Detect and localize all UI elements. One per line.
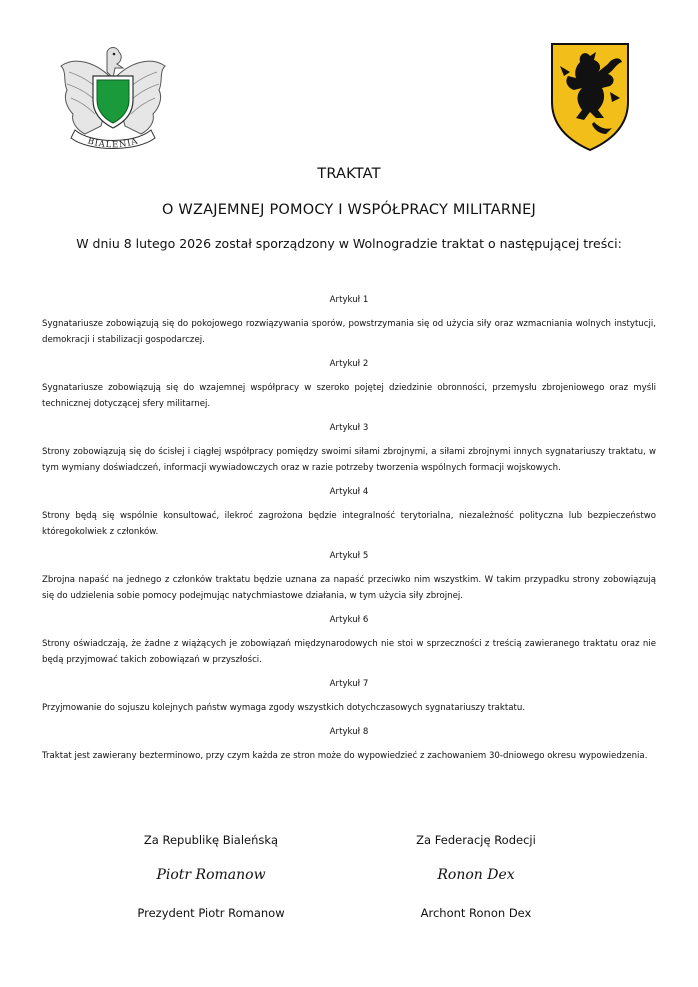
article-text: Strony będą się wspólnie konsultować, ilekroć zagrożona będzie integralność terytorialna, niezależność polityczna lub bezpieczeństwo któregokolwiek z członków. [42, 511, 656, 537]
document-subtitle: O WZAJEMNEJ POMOCY I WSPÓŁPRACY MILITARNEJ [162, 202, 536, 218]
article-heading: Artykuł 8 [329, 727, 369, 737]
article-heading: Artykuł 2 [329, 359, 369, 369]
article [42, 676, 656, 716]
article-text: Zbrojna napaść na jednego z członków traktatu będzie uznana za napaść przeciwko nim wszystkim. W takim przypadku strony zobowiązują się do udzielenia sobie pomocy podejmując natychmiastowe działania, w tym użycia siły zbrojnej. [42, 575, 656, 601]
article-heading: Artykuł 4 [329, 487, 369, 497]
article-heading: Artykuł 5 [329, 551, 369, 561]
article-heading: Artykuł 7 [329, 679, 369, 689]
handwritten-signature-right: Ronon Dex [437, 867, 515, 883]
signature-party-right: Za Federację Rodecji [416, 833, 536, 847]
article-heading: Artykuł 1 [329, 295, 369, 305]
article [42, 612, 656, 668]
article [42, 484, 656, 540]
eagle-shield-emblem-icon [57, 42, 169, 152]
article-text: Strony oświadczają, że żadne z wiążących je zobowiązań międzynarodowych nie stoi w sprzeczności z treścią zawieranego traktatu oraz nie będą przyjmować takich zobowiązań w przyszłości. [42, 639, 656, 665]
article [42, 420, 656, 476]
article-text: Przyjmowanie do sojuszu kolejnych państw wymaga zgody wszystkich dotychczasowych sygnatariuszy traktatu. [42, 703, 526, 713]
handwritten-signature-left: Piotr Romanow [156, 867, 266, 883]
svg-text:BIALENIA [86, 136, 140, 150]
article-text: Strony zobowiązują się do ścisłej i ciągłej współpracy pomiędzy swoimi siłami zbrojnymi, a siłami zbrojnymi innych sygnatariuszy traktatu, w tym wymiany doświadczeń, informacji wywiadowczych oraz w razie potrzeby tworzenia wspólnych formacji wojskowych. [42, 447, 656, 473]
signatory-name-left: Prezydent Piotr Romanow [137, 906, 285, 920]
ribbon-text: BIALENIA [86, 136, 140, 151]
intro-text: W dniu 8 lutego 2026 został sporządzony w Wolnogradzie traktat o następującej treści: [76, 236, 622, 251]
article-heading: Artykuł 6 [329, 615, 369, 625]
article [42, 724, 656, 764]
article-text: Sygnatariusze zobowiązują się do pokojowego rozwiązywania sporów, powstrzymania się od użycia siły oraz wzmacniania wolnych instytucji, demokracji i stabilizacji gospodarczej. [42, 319, 656, 345]
article-text: Traktat jest zawierany bezterminowo, przy czym każda ze stron może do wypowiedzieć z zachowaniem 30-dniowego okresu wypowiedzenia. [42, 751, 648, 761]
signatory-name-right: Archont Ronon Dex [420, 906, 532, 920]
article-text: Sygnatariusze zobowiązują się do wzajemnej współpracy w szeroko pojętej dziedzinie obronności, przemysłu zbrojeniowego oraz myśli technicznej dotyczącej sfery militarnej. [42, 383, 656, 409]
articles-list [42, 292, 656, 772]
article [42, 548, 656, 604]
article [42, 356, 656, 412]
griffin-coat-of-arms-icon [550, 42, 630, 152]
signature-party-left: Za Republikę Bialeńską [143, 833, 279, 847]
document-title: TRAKTAT [317, 166, 381, 182]
article-heading: Artykuł 3 [329, 423, 369, 433]
article [42, 292, 656, 348]
